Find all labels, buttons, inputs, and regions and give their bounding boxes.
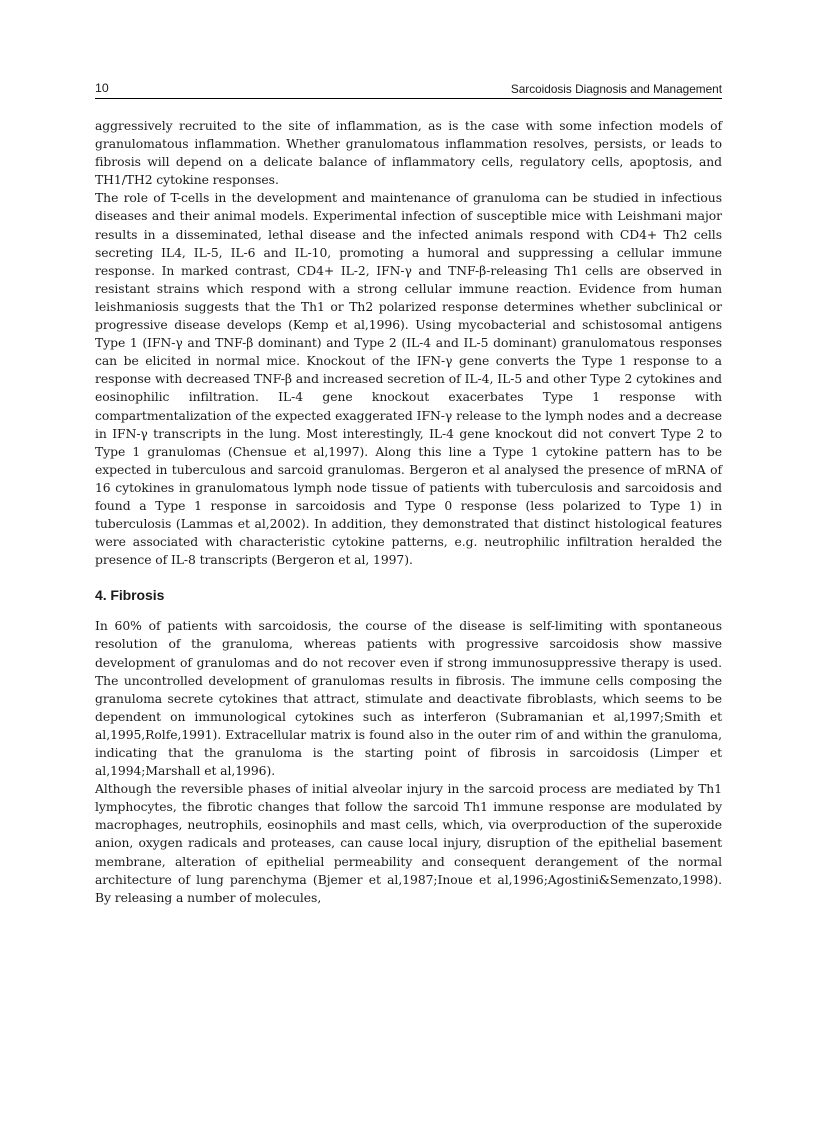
running-title: Sarcoidosis Diagnosis and Management [510,82,722,96]
page-header [95,80,722,99]
page-number: 10 [95,81,109,95]
paragraph: Although the reversible phases of initial alveolar injury in the sarcoid process are mediated by Th1 lymphocytes, the fibrotic changes that follow the sarcoid Th1 immune response are modulated by macrophages, neutrophils, eosinophils and mast cells, which, via overproduction of the superoxide anion, oxygen radicals and proteases, can cause local injury, disruption of the epithelial basement membrane, alteration of epithelial permeability and consequent derangement of the normal architecture of lung parenchyma (Bjemer et al,1987;Inoue et al,1996;Agostini&Semenzato,1998). By releasing a number of molecules, [95,782,722,905]
body-text [95,117,722,907]
paragraph: aggressively recruited to the site of inflammation, as is the case with some infection models of granulomatous inflammation. Whether granulomatous inflammation resolves, persists, or leads to fibrosis will depend on a delicate balance of inflammatory cells, regulatory cells, apoptosis, and TH1/TH2 cytokine responses. [95,119,722,188]
paragraph: The role of T-cells in the development and maintenance of granuloma can be studied in infectious diseases and their animal models. Experimental infection of susceptible mice with Leishmani major results in a disseminated, lethal disease and the infected animals respond with CD4+ Th2 cells secreting IL4, IL-5, IL-6 and IL-10, promoting a humoral and suppressing a cellular immune response. In marked contrast, CD4+ IL-2, IFN-γ and TNF-β-releasing Th1 cells are observed in resistant strains which respond with a strong cellular immune reaction. Evidence from human leishmaniosis suggests that the Th1 or Th2 polarized response determines whether subclinical or progressive disease develops (Kemp et al,1996). Using mycobacterial and schistosomal antigens Type 1 (IFN-γ and TNF-β dominant) and Type 2 (IL-4 and IL-5 dominant) granulomatous responses can be elicited in normal mice. Knockout of the IFN-γ gene converts the Type 1 response to a response with decreased TNF-β and increased secretion of IL-4, IL-5 and other Type 2 cytokines and eosinophilic infiltration. IL-4 gene knockout exacerbates Type 1 response with compartmentalization of the expected exaggerated IFN-γ release to the lymph nodes and a decrease in IFN-γ transcripts in the lung. Most interestingly, IL-4 gene knockout did not convert Type 2 to Type 1 granulomas (Chensue et al,1997). Along this line a Type 1 cytokine pattern has to be expected in tuberculous and sarcoid granulomas. Bergeron et al analysed the presence of mRNA of 16 cytokines in granulomatous lymph node tissue of patients with tuberculosis and sarcoidosis and found a Type 1 response in sarcoidosis and Type 0 response (less polarized to Type 1) in tuberculosis (Lammas et al,2002). In addition, they demonstrated that distinct histological features were associated with characteristic cytokine patterns, e.g. neutrophilic infiltration heralded the presence of IL-8 transcripts (Bergeron et al, 1997). [95,191,722,568]
section-heading: 4. Fibrosis [95,587,165,604]
paragraph: In 60% of patients with sarcoidosis, the course of the disease is self-limiting with spontaneous resolution of the granuloma, whereas patients with progressive sarcoidosis show massive development of granulomas and do not recover even if strong immunosuppressive therapy is used. The uncontrolled development of granulomas results in fibrosis. The immune cells composing the granuloma secrete cytokines that attract, stimulate and deactivate fibroblasts, which seems to be dependent on immunological cytokines such as interferon (Subramanian et al,1997;Smith et al,1995,Rolfe,1991). Extracellular matrix is found also in the outer rim of and within the granuloma, indicating that the granuloma is the starting point of fibrosis in sarcoidosis (Limper et al,1994;Marshall et al,1996). [95,619,722,779]
